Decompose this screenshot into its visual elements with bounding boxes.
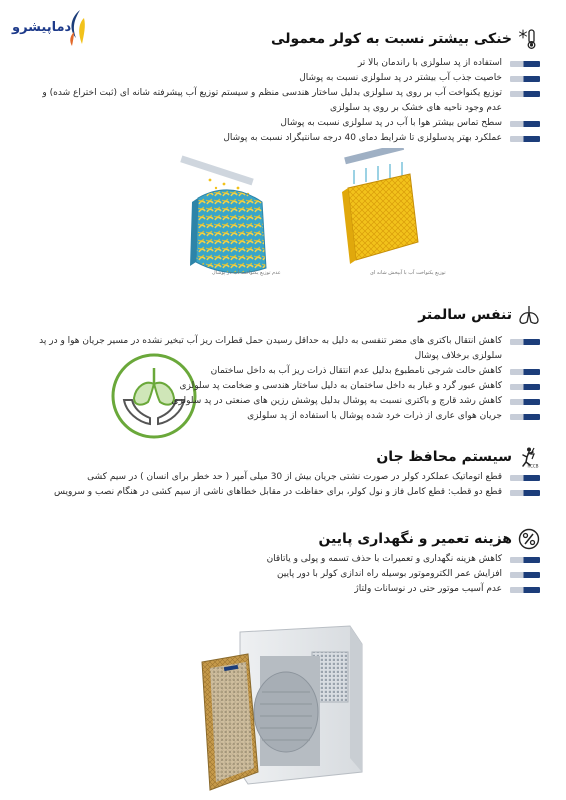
lungs-icon: [518, 304, 540, 326]
list-item: کاهش انتقال باکتری های مضر تنفسی به دلیل به حداقل رسیدن حمل قطرات ریز آب تبخیر نشده در مسیر جریان هوا و در پد سلولزی برخلاف پوشال: [30, 334, 540, 364]
list-item: افزایش عمر الکتروموتور بوسیله راه اندازی کولر با دور پایین: [30, 567, 540, 582]
bullet-bar: [510, 572, 540, 578]
section-heading: تنفس سالمتر: [418, 307, 512, 323]
list-item: کاهش حالت شرجی نامطبوع بدلیل عدم انتقال ذرات ریز آب به داخل ساختمان: [30, 364, 540, 379]
bullet-bar: [510, 136, 540, 142]
section-heading: خنکی بیشتر نسبت به کولر معمولی: [271, 31, 512, 47]
bullet-bar: [510, 475, 540, 481]
list-item: عملکرد بهتر پدسلولزی تا شرایط دمای 40 درجه سانتیگراد نسبت به پوشال: [30, 131, 540, 146]
safety-bullet-list: [30, 470, 540, 500]
maintenance-bullet-list: [30, 552, 540, 597]
breathing-bullet-list: [30, 334, 540, 424]
bullet-bar: [510, 369, 540, 375]
bullet-bar: [510, 587, 540, 593]
bullet-bar: [510, 76, 540, 82]
list-item: کاهش عبور گرد و غبار به داخل ساختمان به دلیل ساختار هندسی و ضخامت پد سلولزی: [30, 379, 540, 394]
section-title-breathing: [418, 304, 540, 326]
section-title-maintenance: [318, 528, 540, 550]
bullet-bar: [510, 557, 540, 563]
list-item: کاهش هزینه نگهداری و تعمیرات با حذف تسمه و پولی و یاتاقان: [30, 552, 540, 567]
percent-tools-icon: [518, 528, 540, 550]
pad-illustration-graphic: [150, 148, 450, 283]
section-heading: سیستم محافظ جان: [376, 449, 512, 465]
brand-logo: [8, 6, 88, 52]
bullet-bar: [510, 414, 540, 420]
list-item: خاصیت جذب آب بیشتر در پد سلولزی نسبت به پوشال: [30, 71, 540, 86]
section-title-safety: [376, 446, 540, 468]
bullet-bar: [510, 121, 540, 127]
list-item: جریان هوای عاری از ذرات خرد شده پوشال با استفاده از پد سلولزی: [30, 409, 540, 424]
caption-straw-pad: عدم توزیع یکنواخت آب در پوشال: [212, 270, 281, 276]
section-title-cooling: [271, 28, 540, 50]
bullet-bar: [510, 399, 540, 405]
rccb-shock-icon: [518, 446, 540, 468]
pad-comparison-illustration: [150, 148, 450, 283]
list-item: قطع دو قطب: قطع کامل فاز و نول کولر، برای حفاظت در مقابل خطاهای ناشی از سیم کشی در هنگام نصب و سرویس: [30, 485, 540, 500]
cooling-bullet-list: [30, 56, 540, 146]
section-heading: هزینه تعمیر و نگهداری پایین: [318, 531, 512, 547]
bullet-bar: [510, 339, 540, 345]
bullet-bar: [510, 490, 540, 496]
cooler-product-image: [200, 622, 370, 794]
brand-name: دماپیشرو: [12, 20, 72, 35]
caption-cellulose-pad: توزیع یکنواخت آب با آبپخش شانه ای: [370, 270, 446, 276]
rccb-label: RCCB: [527, 463, 539, 468]
thermometer-snowflake-icon: [518, 28, 540, 50]
list-item: سطح تماس بیشتر هوا با آب در پد سلولزی نسبت به پوشال: [30, 116, 540, 131]
bullet-bar: [510, 61, 540, 67]
list-item: قطع اتوماتیک عملکرد کولر در صورت نشتی جریان بیش از 30 میلی آمپر ( حد خطر برای انسان ) در سیم کشی: [30, 470, 540, 485]
list-item: توزیع یکنواخت آب بر روی پد سلولزی بدلیل ساختار هندسی منظم و سیستم توزیع آب پیشرفته شانه ای (ثبت اختراع شده) و عدم وجود ناحیه های خشک بر روی پد سلولزی: [30, 86, 540, 116]
list-item: کاهش رشد قارچ و باکتری نسبت به پوشال بدلیل پوشش رزین های صنعتی در پد سلولزی: [30, 394, 540, 409]
bullet-bar: [510, 91, 540, 97]
list-item: عدم آسیب موتور حتی در نوسانات ولتاژ: [30, 582, 540, 597]
list-item: استفاده از پد سلولزی با راندمان بالا تر: [30, 56, 540, 71]
bullet-bar: [510, 384, 540, 390]
cooler-illustration: [200, 622, 370, 794]
brand-mark-icon: [66, 8, 86, 48]
